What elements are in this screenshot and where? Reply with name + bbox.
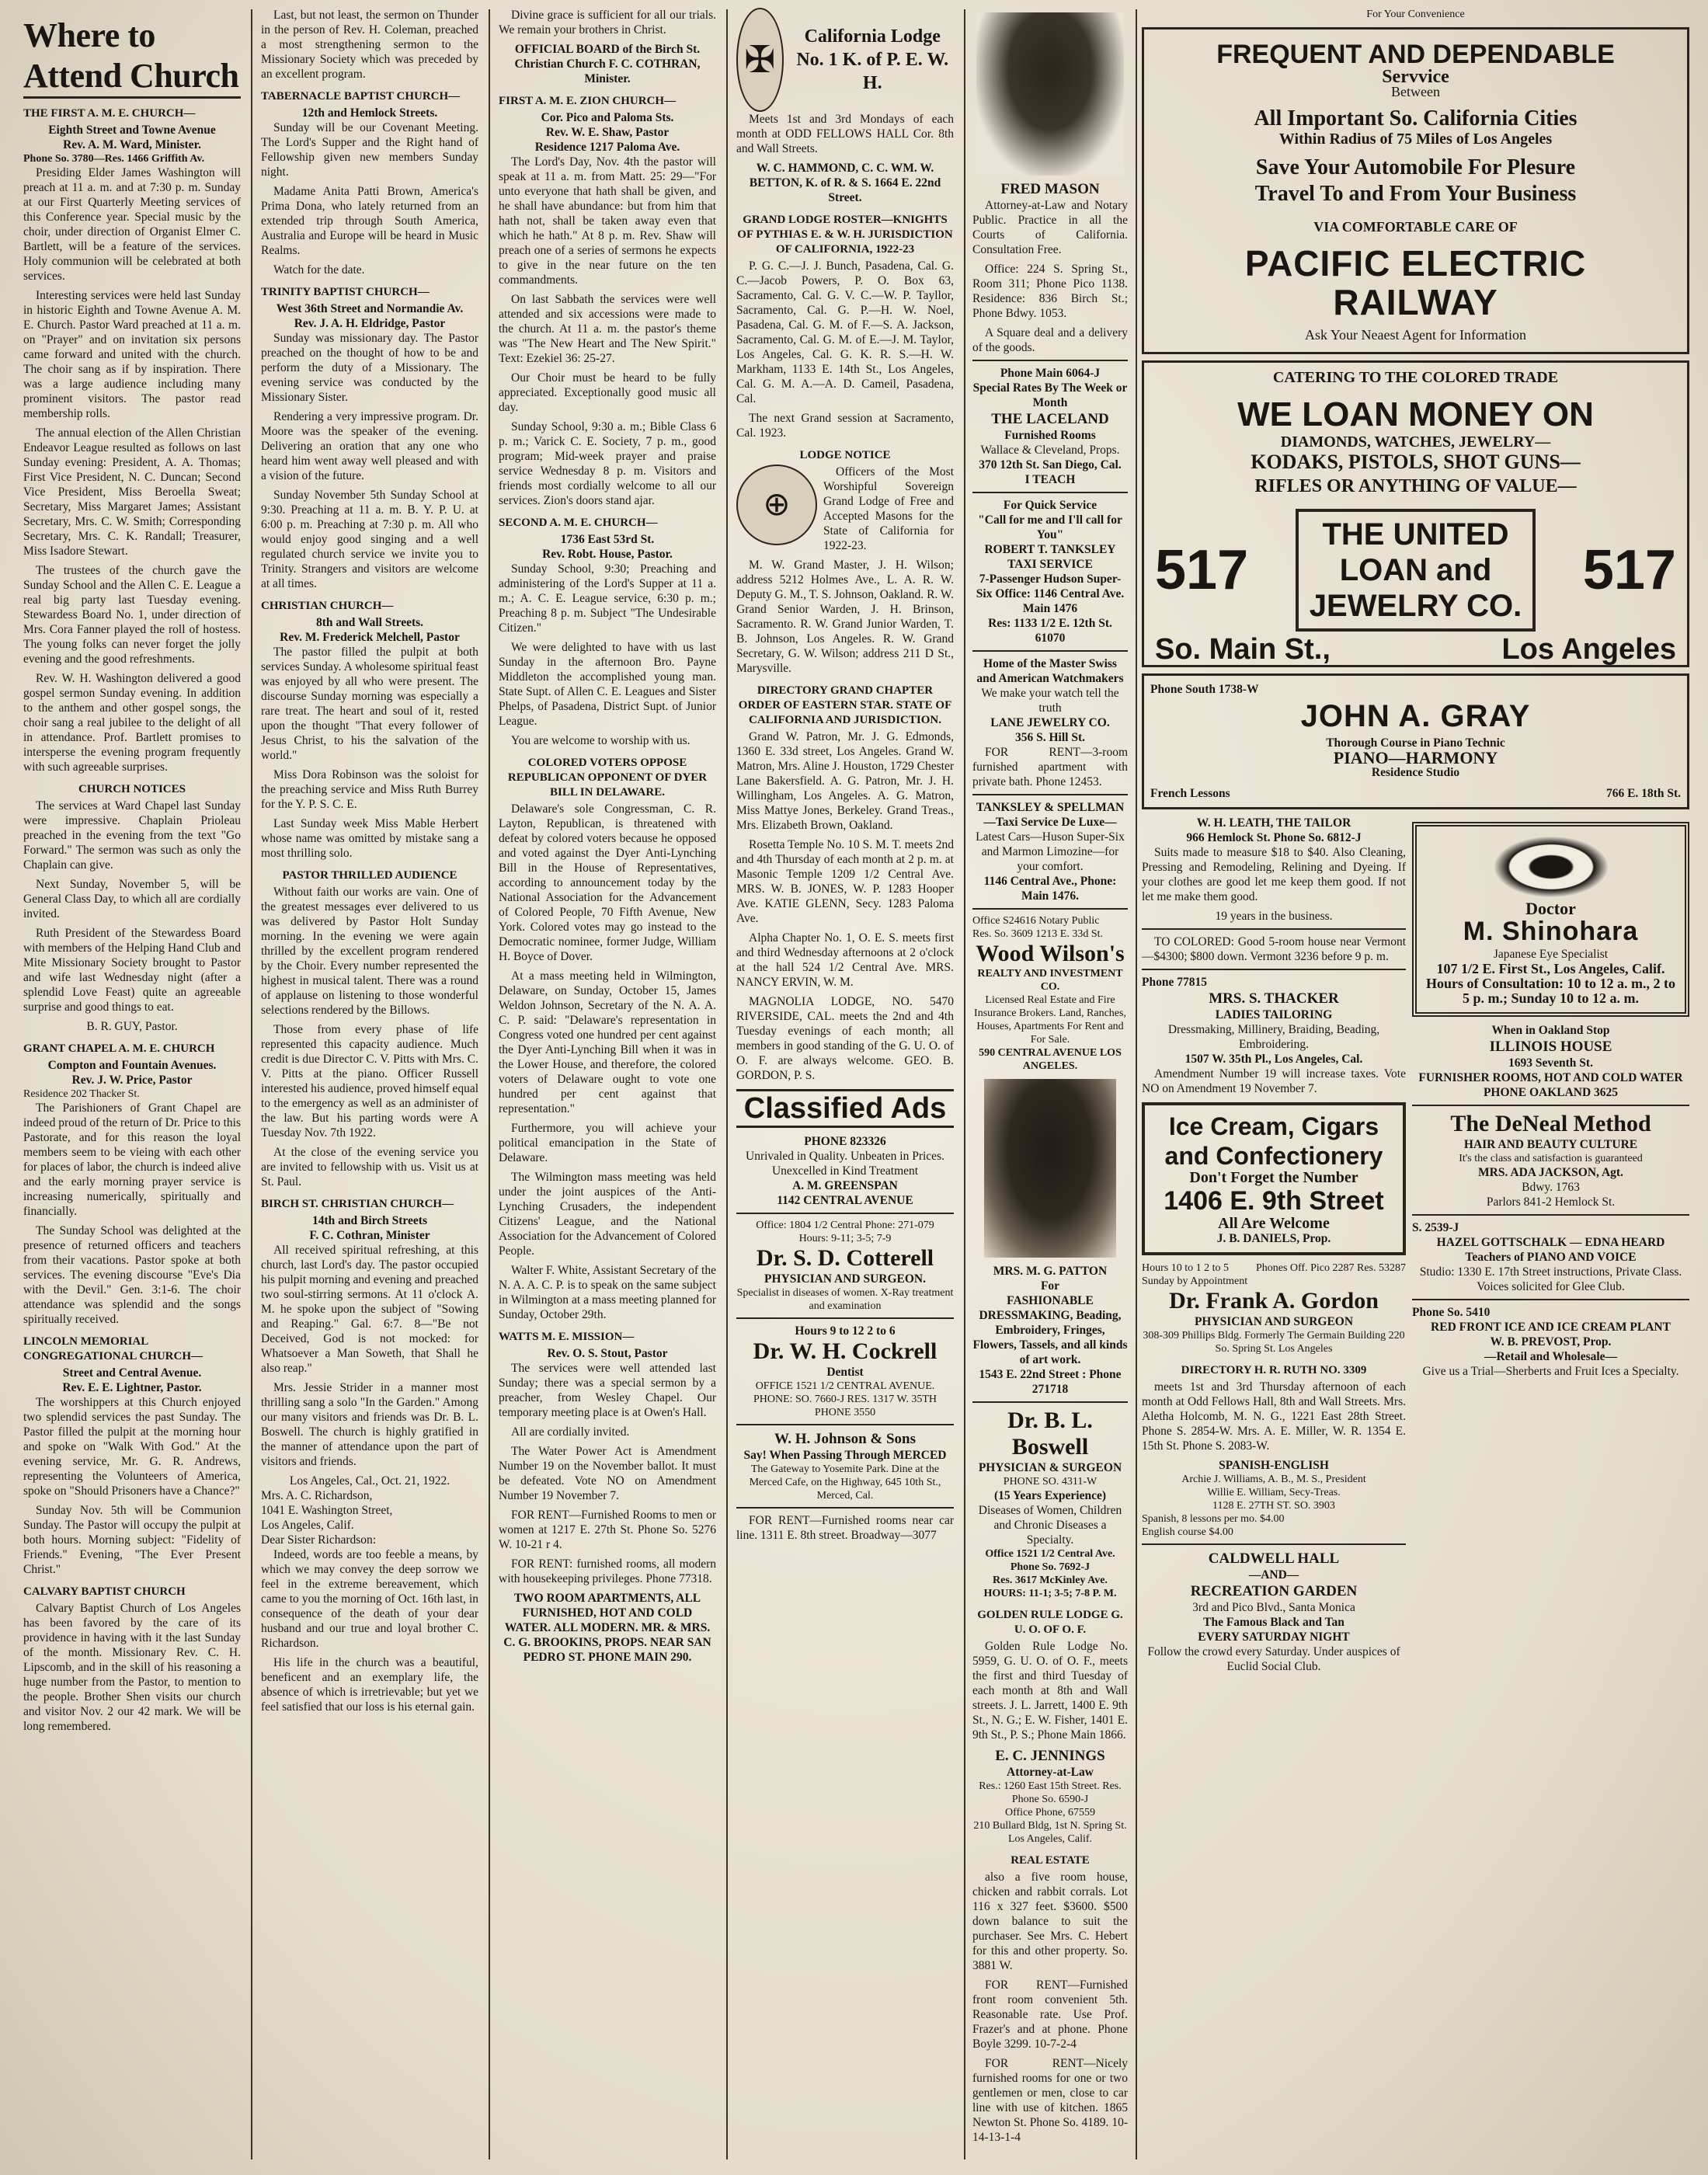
spanish-p3: 1128 E. 27TH ST. SO. 3903 (1212, 1500, 1335, 1512)
jennings-res: Res.: 1260 East 15th Street. Res. Phone So. 6590-J (979, 1780, 1122, 1805)
christian-p2: Miss Dora Robinson was the soloist for the preaching service and Miss Ruth Burrey for the Y. P. S. C. E. (261, 768, 478, 811)
caldwell-p2: The Famous Black and Tan (1203, 1616, 1344, 1629)
boswell-res: Res. 3617 McKinley Ave. (993, 1575, 1108, 1586)
gottschalk-p1: Teachers of PIANO AND VOICE (1465, 1251, 1637, 1264)
patton-portrait (984, 1079, 1116, 1258)
jennings-title: Attorney-at-Law (1007, 1766, 1094, 1779)
laceland-name: THE LACELAND (991, 411, 1109, 427)
col3-top-notice: Divine grace is sufficient for all our trials. We remain your brothers in Christ. (499, 9, 716, 37)
gordon-name: Dr. Frank A. Gordon (1169, 1288, 1379, 1314)
laceland-rates: Special Rates By The Week or Month (972, 381, 1128, 409)
laceland-address: 370 12th St. San Diego, Cal. (979, 458, 1122, 472)
two-room-ad: TWO ROOM APARTMENTS, ALL FURNISHED, HOT AND COLD WATER. ALL MODERN. MR. & MRS. C. G. BROOKINS, PROPS. NEAR SAN PEDRO ST. PHONE MAIN 290. (503, 1592, 711, 1664)
gray-address: 766 E. 18th St. (1605, 787, 1681, 800)
church-notices-p1: The services at Ward Chapel last Sunday were impressive. Chaplain Prioleau preached in the evening from the text "Go Forward." The sermon was such as only the Chaplain can give. (23, 799, 241, 872)
water-power-notice: The Water Power Act is Amendment Number 19 on the November ballot. It must be defeated. Vote NO on Amendment Number 19 November 7. (499, 1445, 716, 1502)
boswell-title: PHYSICIAN & SURGEON (978, 1461, 1122, 1474)
grand-lodge-p2: The next Grand session at Sacramento, Cal. 1923. (736, 412, 954, 440)
patton-p1: FASHIONABLE DRESSMAKING, Beading, Embroidery, Fringes, Flowers, Tassels, and all kinds of art work. (972, 1294, 1128, 1366)
boswell-phone: PHONE SO. 4311-W (1003, 1476, 1098, 1488)
cockrell-office: OFFICE 1521 1/2 CENTRAL AVENUE. PHONE: SO. 7660-J RES. 1317 W. 35TH PHONE 3550 (753, 1380, 937, 1418)
first-ame-heading: THE FIRST A. M. E. CHURCH— (23, 107, 196, 120)
taxi-p3: 7-Passenger Hudson Super-Six Office: 1146 Central Ave. Main 1476 (976, 572, 1125, 615)
lodge-title: California Lodge No. 1 K. of P. E. W. H. (796, 26, 949, 93)
church-notices-p3: Ruth President of the Stewardess Board with members of the Helping Hand Club and Mite Missionary Society brought to Pastor and wife last Wednesday night (after a splendid Love Feast) quite an agreeable surprise and good things to eat. (23, 927, 241, 1014)
first-ame-p2: Interesting services were held last Sunday in historic Eighth and Towne Avenue A. M. E. Church. Pastor Ward preached at 11 a. m. on "Prayer" and on invitation six persons came forward and united with the church. The choir sang as if by inspiration. There was a large audience including many prominent visitors. The pastor read membership rolls. (23, 289, 241, 420)
real-estate-heading: REAL ESTATE (1011, 1854, 1090, 1867)
directory-p1: Grand W. Patron, Mr. J. G. Edmonds, 1360 E. 33d street, Los Angeles. Grand W. Matron, Mrs. Aline J. Houston, 1729 Chester Lane Bakersfield. A. G. Patron, Mr. J. H. Willingham, Los Angeles. A. G. Matron, Miss Mattye Jones, Berkeley. Grand Treas., Mrs. Elizabeth Brown, Oakland. (736, 730, 954, 832)
pastor-thrilled-p3: At the close of the evening service you are invited to fellowship with us. Visit us at St. Paul. (261, 1146, 478, 1188)
oakland-p1: When in Oakland Stop (1491, 1024, 1610, 1037)
loan-number-left: 517 (1155, 538, 1249, 601)
oakland-phone: PHONE OAKLAND 3625 (1483, 1086, 1619, 1099)
trinity-p2: Rendering a very impressive program. Dr. Moore was the speaker of the evening. Delivering an oration that any one who heard him went away well pleased and with a vision of the future. (261, 410, 478, 482)
gordon-title: PHYSICIAN AND SURGEON (1194, 1315, 1354, 1328)
laceland-tag: I TEACH (1024, 473, 1076, 486)
tanksley-p1: —Taxi Service De Luxe— (983, 816, 1117, 829)
colored-voters-p5: Walter F. White, Assistant Secretary of the N. A. A. C. P. is to speak on the same subject in Wilmington at a mass meeting planned for Sunday, October 29th. (499, 1264, 716, 1321)
church-notices-heading: CHURCH NOTICES (78, 783, 186, 795)
trinity-p1: Sunday was missionary day. The Pastor preached on the thought of how to be and perform the duty of a Missionary. The evening service was conducted by the Missionary Sister. (261, 332, 478, 404)
redfront-p2: Give us a Trial—Sherberts and Fruit Ices a Specialty. (1422, 1365, 1679, 1378)
denal-p4: Bdwy. 1763 (1522, 1181, 1580, 1194)
loan-top: CATERING TO THE COLORED TRADE (1272, 369, 1559, 386)
col5-for-rent-2: FOR RENT—Nicely furnished rooms for one or two gentlemen or men, close to car line with use of kitchen. 1865 Newton St. Phone So. 4189. 10-14-13-1-4 (972, 2057, 1128, 2144)
johnson-name: W. H. Johnson & Sons (774, 1431, 916, 1447)
fred-mason-p1: Attorney-at-Law and Notary Public. Practice in all the Courts of California. Consultation Free. (972, 199, 1128, 256)
column-4 (729, 8, 962, 2159)
gordon-hours: Hours 10 to 1 2 to 5 (1142, 1262, 1229, 1274)
spanish-p1: Archie J. Williams, A. B., M. S., President (1181, 1474, 1366, 1485)
first-ame-p5: Rev. W. H. Washington delivered a good gospel sermon Sunday evening. In addition to the anthem and other gospel songs, the choir sang a real jubilee to the delight of all in attendance. Prof. Bartlett promises to intersperse the evening program frequently with such agreeable surprises. (23, 672, 241, 774)
jennings-address: 210 Bullard Bldg, 1st N. Spring St. Los Angeles, Calif. (973, 1820, 1127, 1845)
gordon-sunday: Sunday by Appointment (1142, 1275, 1248, 1287)
pe-h7: Travel To and From Your Business (1254, 182, 1577, 206)
col6-left-sub (1142, 816, 1406, 1674)
classified-phone: PHONE 823326 (804, 1135, 886, 1148)
cotterell-hours: Hours: 9-11; 3-5; 7-9 (798, 1233, 892, 1244)
christian-heading: CHRISTIAN CHURCH— (261, 600, 394, 612)
cockrell-title: Dentist (826, 1366, 864, 1379)
tabernacle-address: 12th and Hemlock Streets. (301, 106, 438, 120)
fred-mason-p3: A Square deal and a delivery of the goods. (972, 326, 1128, 354)
column-rule (726, 9, 728, 2159)
pe-h6: Save Your Automobile For Plesure (1255, 155, 1576, 179)
loan-name-box (1296, 509, 1536, 632)
christian-minister: Rev. M. Frederick Melchell, Pastor (280, 631, 460, 644)
icecream-ad (1142, 1102, 1406, 1255)
tabernacle-p2: Madame Anita Patti Brown, America's Prima Dona, who lately returned from an extended trip through South America, Australia and Europe will be heard in Music Realms. (261, 185, 478, 257)
column-rule (964, 9, 965, 2159)
denal-p2: It's the class and satisfaction is guaranteed (1459, 1153, 1643, 1164)
caldwell-p1: 3rd and Pico Blvd., Santa Monica (1192, 1601, 1355, 1614)
laceland-sub: Furnished Rooms (1004, 429, 1096, 442)
column-rule (489, 9, 490, 2159)
tanksley-p3: 1146 Central Ave., Phone: Main 1476. (983, 875, 1117, 903)
gray-p3: Residence Studio (1371, 766, 1460, 779)
redfront-name: RED FRONT ICE AND ICE CREAM PLANT (1431, 1321, 1671, 1334)
column-rule (251, 9, 252, 2159)
lodge-notice-p1: Officers of the Most Worshipful Sovereign Grand Lodge of Free and Accepted Masons for the State of California for 1922-23. (823, 465, 954, 552)
masonic-emblem-icon: ⊕ (736, 465, 817, 545)
redfront-p1: —Retail and Wholesale— (1484, 1350, 1618, 1363)
lincoln-p1: The worshippers at this Church enjoyed two splendid services the past Sunday. The Pastor filled the pulpit at the morning hour and spoke on "Walk With God." At the evening service, Mr. G. R. Andrews, representing the Volunteers of America, spoke on "Should Prisoners have a Chance?" (23, 1396, 241, 1498)
grant-chapel-heading: GRANT CHAPEL A. M. E. CHURCH (23, 1042, 215, 1055)
christian-p1: The pastor filled the pulpit at both services Sunday. A wholesome spiritual feast was enjoyed by all who were present. The discourse Sunday morning was especially a rare treat. The heart and soul of it, rested upon the thought "That every follower of Jesus Christ, to his the salvation of the world." (261, 646, 478, 762)
first-ame-p3: The annual election of the Allen Christian Endeavor League resulted as follows on last Sunday evening: President, A. A. Thomas; First Vice President, N. C. Duncan; Second Vice President, Miss Beroella Sweat; Secretary, Miss Margaret James; Assistant Secretary, Mrs. C. W. Smith; Corresponding Secretary, Mrs. C. K. Randall; Treasurer, Miss Isadore Stewart. (23, 426, 241, 558)
gordon-address: 308-309 Phillips Bldg. Formerly The Germain Building 220 So. Spring St. Los Angeles (1143, 1330, 1405, 1355)
icecream-h1: Ice Cream, Cigars (1168, 1112, 1379, 1140)
thacker-phone: Phone 77815 (1142, 976, 1207, 989)
christian-p3: Last Sunday week Miss Mable Herbert whose name was omitted by mistake sang a most thrilling solo. (261, 817, 478, 860)
first-ame-phone: Phone So. 3780—Res. 1466 Griffith Av. (23, 153, 205, 165)
watts-p2: All are cordially invited. (511, 1425, 630, 1439)
redfront-phone: Phone So. 5410 (1412, 1306, 1491, 1319)
trinity-address: West 36th Street and Normandie Av. (276, 302, 464, 315)
patton-for: For (1040, 1279, 1060, 1293)
church-notices-signed: B. R. GUY, Pastor. (86, 1020, 178, 1033)
tanksley-name: TANKSLEY & SPELLMAN (976, 801, 1125, 814)
caldwell-h3: RECREATION GARDEN (1190, 1583, 1358, 1599)
loan-box-2: LOAN and (1339, 553, 1492, 587)
second-ame-minister: Rev. Robt. House, Pastor. (542, 548, 673, 561)
caldwell-h2: —AND— (1248, 1568, 1299, 1582)
birch-minister: F. C. Cothran, Minister (309, 1229, 430, 1242)
watts-p1: The services were well attended last Sunday; there was a special sermon by a preacher, from Wesley Chapel. Our temporary meeting place is at Owen's Hall. (499, 1362, 716, 1419)
lincoln-p2: Sunday Nov. 5th will be Communion Sunday. The Pastor will occupy the pulpit at both hours. Morning subject: "Fidelity of Friends." Evening, "The Ever Present Christ." (23, 1504, 241, 1576)
johnson-p1: Say! When Passing Through MERCED (743, 1449, 947, 1462)
grand-lodge-p1: P. G. C.—J. J. Bunch, Pasadena, Cal. G. C.—Jacob Powers, P. O. Box 63, Sacramento, Cal. G. V. C.—W. P. Tayllor, Sacramento, Cal. G. P.—H. W. Noel, Pasadena, Cal. G. M. of F.—S. A. Jackson, Sacramento, Cal. G. M. of E.—J. M. Taylor, Los Angeles, Cal. G. K. R. S.—H. W. Markham, 1133 E. 14th St., Los Angeles, Cal. G. M. A.—A. D. Cameil, Pasadena, Cal. (736, 259, 954, 405)
lodge-officers: W. C. HAMMOND, C. C. WM. W. BETTON, K. of R. & S. 1664 E. 22nd Street. (749, 162, 941, 204)
thacker-name: MRS. S. THACKER (1209, 990, 1339, 1007)
taxi-name: ROBERT T. TANKSLEY TAXI SERVICE (984, 543, 1116, 571)
gottschalk-phone: S. 2539-J (1412, 1221, 1459, 1234)
trinity-heading: TRINITY BAPTIST CHURCH— (261, 286, 430, 298)
colored-voters-p2: At a mass meeting held in Wilmington, Delaware, on Sunday, October 15, James Weldon Johnson, Secretary of the N. A. A. C. P. said: "Delaware's representation in Congress voted one hundred per cent against the Dyer Anti-Lynching Bill when it was in the Lower House, and therefore, the colored voters of Delaware ought to vote one hundred per cent against that representation." (499, 969, 716, 1115)
birch-address: 14th and Birch Streets (312, 1214, 427, 1227)
col6-right-sub (1412, 816, 1689, 1674)
tabernacle-heading: TABERNACLE BAPTIST CHURCH— (261, 90, 461, 103)
pe-name-1: PACIFIC ELECTRIC (1244, 243, 1587, 284)
calvary-heading: CALVARY BAPTIST CHURCH (23, 1585, 186, 1598)
amendment-notice: Amendment Number 19 will increase taxes. Vote NO on Amendment 19 November 7. (1142, 1067, 1406, 1095)
lane-address: 356 S. Hill St. (1014, 731, 1085, 744)
classified-name: A. M. GREENSPAN (792, 1179, 898, 1192)
caldwell-h1: CALDWELL HALL (1208, 1550, 1340, 1567)
taxi-p2: "Call for me and I'll call for You" (978, 513, 1122, 541)
birch-p1: All received spiritual refreshing, at this church, last Lord's day. The pastor occupied his pulpit morning and evening and preached two soul-stirring sermons. At 11 o'clock A. M. he spoke upon the subject of "Sowing and Reaping." Gal. 6:7. 8—"Be not Deceived, God is not mocked: for Whatsoever a Man Soweth, that Shall he also reap." (261, 1244, 478, 1375)
wood-office: Office S24616 Notary Public (972, 915, 1100, 927)
laceland-phone: Phone Main 6064-J (1000, 367, 1101, 380)
colored-voters-p1: Delaware's sole Congressman, C. R. Layton, Republican, is threatened with defeat by colored voters because he opposed and voted against the Dyer Anti-Lynching Bill in the House of Representatives, according to announcement today by the National Association for the Advancement of Colored People, 70 Fifth Avenue, New York. Colored votes may go instead to the Democratic nominee, former Judge, William H. Boyce of Dover. (499, 802, 716, 963)
colored-voters-p3: Furthermore, you will achieve your political emancipation in the State of Delaware. (499, 1122, 716, 1164)
loan-box-1: THE UNITED (1322, 517, 1509, 552)
wood-sub: REALTY AND INVESTMENT CO. (977, 968, 1123, 993)
letter-to-3: Los Angeles, Calif. (261, 1519, 354, 1532)
second-ame-address: 1736 East 53rd St. (560, 533, 655, 546)
golden-rule-p1: Golden Rule Lodge No. 5959, G. U. O. of O. F., meets the first and third Tuesday of each month at 8th and Wall streets. J. L. Jarrett, 1400 E. 9th St., N. G.; E. W. Fisher, 1401 E. 9th St., P. S.; Phone Main 1866. (972, 1640, 1128, 1742)
loan-h3: KODAKS, PISTOLS, SHOT GUNS— (1251, 451, 1581, 473)
trinity-p3: Sunday November 5th Sunday School at 9:30. Preaching at 11 a. m. B. Y. P. U. at 6:00 p. m. Preaching at 7:30 p. m. All who would enjoy good singing and a well regulated church service we invite you to Trinity. Strangers and visitors are welcome at all times. (261, 489, 478, 590)
fred-mason-name: FRED MASON (1000, 181, 1100, 197)
zion-p2: On last Sabbath the services were well attended and six accessions were made to the church. At 11 a. m. the pastor's theme was "The New Heart and The New Spirit." Text: Ezekiel 36: 25-27. (499, 293, 716, 365)
grant-chapel-p2: The Sunday School was delighted at the presence of returned officers and teachers from their vacations. Pastor spoke at both services. The evening discourse "Eve's Dia with the Devil." Gen. 3:1-6. The choir attendance was splendid and the songs spiritually received. (23, 1224, 241, 1326)
second-ame-heading: SECOND A. M. E. CHURCH— (499, 517, 658, 529)
lincoln-address: Street and Central Avenue. (62, 1366, 202, 1380)
calvary-p1: Calvary Baptist Church of Los Angeles has been favored by the care of its providence in having with it the last Sunday of the month. Missionary Rev. C. H. Lipscomb, and in the skill of his reasoning a huge number from the Pastor, to mention to the people. Brother Shen visits our church and visitor Nov. 2 our 42 mark. We will be long remembered. (23, 1602, 241, 1733)
united-loan-ad (1142, 360, 1689, 667)
lincoln-heading: LINCOLN MEMORIAL CONGREGATIONAL CHURCH— (23, 1335, 203, 1362)
grant-chapel-p1: The Parishioners of Grant Chapel are indeed proud of the return of Dr. Price to this Pastorate, and for this reason the loyal members seem to be vieing with each other for places of labor, the church is indeed alive and the early morning prayer service is increasing numerically, spiritually and financially. (23, 1101, 241, 1218)
icecream-h2: and Confectionery (1164, 1142, 1383, 1170)
john-gray-ad (1142, 673, 1689, 809)
golden-rule-heading: GOLDEN RULE LODGE G. U. O. OF O. F. (977, 1609, 1123, 1636)
pastor-thrilled-p1: Without faith our works are vain. One of the greatest messages ever delivered to us was delivered by Pastor Holt Sunday morning. In the evening we were again thrilled by the excellent program rendered by the Choir. Every number represented the highest in musical talent. There was a round of applause on listening to those wonderful selections rendered by the Billows. (261, 886, 478, 1017)
cotterell-office: Office: 1804 1/2 Central Phone: 271-079 (756, 1220, 934, 1231)
fred-mason-p2: Office: 224 S. Spring St., Room 311; Phone Pico 1138. Residence: 836 Birch St.; Phone Bdwy. 1053. (972, 263, 1128, 320)
leath-years: 19 years in the business. (1215, 910, 1333, 923)
shinohara-hours: Hours of Consultation: 10 to 12 a. m., 2 to 5 p. m.; Sunday 10 to 12 a. m. (1425, 976, 1675, 1006)
oakland-name: ILLINOIS HOUSE (1489, 1039, 1612, 1055)
wood-p1: Licensed Real Estate and Fire Insurance Brokers. Land, Ranches, Houses, Apartments For Rent and For Sale. (974, 994, 1126, 1046)
thacker-title: LADIES TAILORING (1215, 1008, 1333, 1021)
spanish-heading: SPANISH-ENGLISH (1219, 1459, 1329, 1472)
loan-city: Los Angeles (1501, 633, 1676, 666)
boswell-exp: (15 Years Experience) (993, 1489, 1107, 1502)
christian-address: 8th and Wall Streets. (315, 616, 424, 629)
directory-heading: DIRECTORY GRAND CHAPTER ORDER OF EASTERN STAR. STATE OF CALIFORNIA AND JURISDICTION. (738, 684, 952, 726)
birch-p2: Mrs. Jessie Strider in a manner most thrilling sang a solo "In the Garden." Among our many visitors and friends was Dr. B. L. Boswell. The church is highly gratified in the manner of attendance upon the part of visitors and friends. (261, 1381, 478, 1468)
zion-p4: Sunday School, 9:30 a. m.; Bible Class 6 p. m.; Varick C. E. Society, 7 p. m., good program; Mid-week prayer and praise service Wednesday 8 p. m. Visitors and friends most cordially welcome to all our services. Zion's doors stand ajar. (499, 420, 716, 507)
oakland-address: 1693 Seventh St. (1508, 1056, 1593, 1070)
patton-name: MRS. M. G. PATTON (993, 1265, 1108, 1278)
lincoln-minister: Rev. E. E. Lightner, Pastor. (62, 1381, 202, 1394)
grant-chapel-address: Compton and Fountain Avenues. (47, 1059, 217, 1072)
masthead-title: Where to Attend Church (23, 16, 241, 99)
pe-h4: All Important So. California Cities (1254, 106, 1578, 130)
column-3 (491, 8, 724, 2159)
grant-chapel-residence: Residence 202 Thacker St. (23, 1088, 140, 1100)
first-ame-p4: The trustees of the church gave the Sunday School and the Allen C. E. League a real big party last Tuesday evening. Stewardess Board No. 1, under direction of Mrs. Cora Fanner played the roll of hostess. The young folks can never forget the jolly evening and the good refreshments. (23, 564, 241, 666)
zion-residence: Residence 1217 Paloma Ave. (534, 141, 680, 154)
oakland-p2: FURNISHER ROOMS, HOT AND COLD WATER (1418, 1071, 1683, 1084)
gray-name: JOHN A. GRAY (1300, 699, 1531, 733)
second-ame-p1: Sunday School, 9:30; Preaching and administering of the Lord's Supper at 11 a. m.; A. C. E. League service, 6:30 p. m.; Preaching 8 p. m. Subject "The Undesirable Citizen." (499, 562, 716, 635)
zion-address: Cor. Pico and Paloma Sts. (541, 111, 674, 124)
thacker-p1: Dressmaking, Millinery, Braiding, Beading, Embroidering. (1167, 1023, 1380, 1051)
colored-voters-heading: COLORED VOTERS OPPOSE REPUBLICAN OPPONENT OF DYER BILL IN DELAWARE. (507, 757, 708, 799)
leath-name: W. H. LEATH, THE TAILOR (1196, 816, 1351, 830)
zion-minister: Rev. W. E. Shaw, Pastor (545, 126, 670, 139)
pe-name-2: RAILWAY (1333, 282, 1498, 322)
laceland-props: Wallace & Cleveland, Props. (980, 444, 1120, 457)
gray-p2: PIANO—HARMONY (1333, 748, 1498, 767)
johnson-p2: The Gateway to Yosemite Park. Dine at the Merced Cafe, on the Highway, 645 10th St., Merced, Cal. (749, 1463, 941, 1502)
for-rent-2: FOR RENT: furnished rooms, all modern with housekeeping privileges. Phone 77318. (499, 1557, 716, 1585)
column-5 (966, 8, 1134, 2159)
icecream-h3: Don't Forget the Number (1189, 1169, 1358, 1186)
grant-chapel-minister: Rev. J. W. Price, Pastor (71, 1074, 193, 1087)
cotterell-name: Dr. S. D. Cotterell (756, 1245, 934, 1271)
loan-h4: RIFLES OR ANYTHING OF VALUE— (1254, 476, 1577, 496)
watts-minister: Rev. O. S. Stout, Pastor (547, 1347, 668, 1360)
gottschalk-p2: Studio: 1330 E. 17th Street instructions, Private Class. Voices solicited for Glee Club. (1419, 1265, 1682, 1293)
gray-french: French Lessons (1150, 787, 1230, 800)
lodge-meets: Meets 1st and 3rd Mondays of each month at ODD FELLOWS HALL Cor. 8th and Wall Streets. (736, 113, 954, 155)
denal-p5: Parlors 841-2 Hemlock St. (1486, 1195, 1616, 1209)
directory-p4: MAGNOLIA LODGE, NO. 5470 RIVERSIDE, CAL. meets the 2nd and 4th Tuesday evenings of each month; all members in good standing of the G. U. O. of O. F. are always welcome. GEO. B. GORDON, P. S. (736, 995, 954, 1082)
tabernacle-p1: Sunday will be our Covenant Meeting. The Lord's Supper and the Right hand of Fellowship given new members Sunday night. (261, 121, 478, 179)
letter-p2: His life in the church was a beautiful, beneficent and an exemplary life, the absence of which is irretrievable; but yet we feel satisfied that our loss is his eternal gain. (261, 1656, 478, 1714)
first-ame-minister: Rev. A. M. Ward, Minister. (63, 138, 201, 151)
cockrell-name: Dr. W. H. Cockrell (753, 1338, 937, 1364)
top-strip: For Your Convenience (1366, 9, 1465, 20)
cotterell-spec: Specialist in diseases of women. X-Ray treatment and examination (736, 1287, 954, 1312)
pastor-thrilled-heading: PASTOR THRILLED AUDIENCE (282, 869, 457, 882)
colored-voters-p4: The Wilmington mass meeting was held under the joint auspices of the Anti-Lynching Crusaders, the independent Citizens' League, and the National Association for the Advancement of Colored People. (499, 1171, 716, 1258)
lodge-emblem-icon: ✠ (736, 8, 784, 112)
cotterell-title: PHYSICIAN AND SURGEON. (764, 1272, 926, 1286)
birch-heading: BIRCH ST. CHRISTIAN CHURCH— (261, 1198, 454, 1210)
colored-note: TO COLORED: Good 5-room house near Vermont—$4300; $800 down. Vermont 3236 before 9 p. m. (1142, 935, 1406, 963)
gottschalk-names: HAZEL GOTTSCHALK — EDNA HEARD (1436, 1236, 1665, 1249)
spanish-p2: Willie E. William, Secy-Treas. (1207, 1487, 1341, 1498)
watts-heading: WATTS M. E. MISSION— (499, 1331, 635, 1343)
spanish-p4: Spanish, 8 lessons per mo. $4.00 (1142, 1513, 1285, 1525)
loan-h1: WE LOAN MONEY ON (1237, 395, 1594, 433)
pastor-thrilled-p2: Those from every phase of life represented this capacity audience. Much credit is due Director C. V. Pitts with Mrs. C. V. Pitts at the piano. Officer Russell interested his audience, proved himself equal to the emergency as well as an administer of the law. But his parting words were A Tuesday Nov. 7th 1922. (261, 1023, 478, 1140)
lodge-notice-heading: LODGE NOTICE (799, 449, 891, 461)
letter-dateline: Los Angeles, Cal., Oct. 21, 1922. (289, 1474, 450, 1488)
shinohara-ad (1412, 822, 1689, 1017)
lane-p1: Home of the Master Swiss and American Watchmakers (976, 657, 1124, 685)
col5-for-rent-1: FOR RENT—Furnished front room convenient 5th. Reasonable rate. Use Prof. Frazer's and at phone. Phone Boyle 3299. 10-7-2-4 (972, 1978, 1128, 2051)
boswell-office: Office 1521 1/2 Central Ave. Phone So. 7692-J (985, 1548, 1115, 1573)
shinohara-name: M. Shinohara (1463, 917, 1639, 946)
gray-p1: Thorough Course in Piano Technic (1326, 736, 1505, 750)
boswell-hours: HOURS: 11-1; 3-5; 7-8 P. M. (983, 1588, 1117, 1599)
col2-intro: Last, but not least, the sermon on Thunder in the person of Rev. H. Coleman, preached a most strengthening sermon to the Missionary Society which was preceded by an excellent program. (261, 9, 478, 81)
real-estate-p1: also a five room house, chicken and rabbit corrals. Lot 116 x 327 feet. $3600. $500 down balance to suit the purchaser. See Mrs. C. Hebert for this and other property. So. 3881 W. (972, 1870, 1128, 1972)
pe-h9: Ask Your Neaest Agent for Information (1305, 327, 1526, 343)
gordon-phones: Phones Off. Pico 2287 Res. 53287 (1255, 1262, 1406, 1274)
pacific-electric-ad (1142, 27, 1689, 354)
taxi-p1: For Quick Service (1003, 499, 1098, 512)
directory-p2: Rosetta Temple No. 10 S. M. T. meets 2nd and 4th Thursday of each month at 2 p. m. at Masonic Temple 1209 1/2 Central Ave. MRS. W. B. JONES, W. P. 1283 Hooper Ave. KATIE GLENN, Secy. 1283 Paloma Ave. (736, 838, 954, 925)
icecream-number: 1406 E. 9th Street (1164, 1186, 1384, 1216)
thacker-address: 1507 W. 35th Pl., Los Angeles, Cal. (1184, 1053, 1363, 1066)
shinohara-title: Doctor (1525, 899, 1576, 918)
classified-ads-title: Classified Ads (736, 1089, 954, 1128)
jennings-office: Office Phone, 67559 (1005, 1807, 1095, 1818)
for-rent-1: FOR RENT—Furnished Rooms to men or women at 1217 E. 27th St. Phone So. 5276 W. 10-21 r 4. (499, 1509, 716, 1551)
taxi-p4: Res: 1133 1/2 E. 12th St. 61070 (988, 617, 1112, 645)
patton-address: 1543 E. 22nd Street : Phone 271718 (979, 1368, 1122, 1396)
boswell-name: Dr. B. L. Boswell (1007, 1408, 1093, 1460)
lane-name: LANE JEWELRY CO. (990, 716, 1110, 729)
letter-to-1: Mrs. A. C. Richardson, (261, 1489, 373, 1502)
loan-street: So. Main St., (1155, 633, 1331, 666)
column-6 (1139, 8, 1692, 2159)
zion-p1: The Lord's Day, Nov. 4th the pastor will speak at 11 a. m. from Matt. 25: 29—"For unto everyone that hath shall be given, and he shall have abundance: but from him that hath not, shall be taken away even that which he hath." At 8 p. m. Rev. Shaw will preach one of a series of sermons he expects to give in the near future on the ten commandments. (499, 155, 716, 287)
col3-top-board: OFFICIAL BOARD of the Birch St. Christian Church F. C. COTHRAN, Minister. (514, 43, 701, 85)
gray-phone: Phone South 1738-W (1150, 683, 1259, 696)
wood-address: 590 CENTRAL AVENUE LOS ANGELES. (979, 1047, 1122, 1072)
wood-res: Res. So. 3609 1213 E. 33d St. (972, 928, 1104, 940)
icecream-h4: All Are Welcome (1218, 1215, 1330, 1232)
tanksley-p2: Latest Cars—Huson Super-Six and Marmon Limozine—for your comfort. (976, 830, 1125, 873)
lane-p2: We make your watch tell the truth (981, 687, 1119, 715)
church-notices-p2: Next Sunday, November 5, will be General Class Day, to which all are cordially invited. (23, 878, 241, 920)
grand-lodge-heading: GRAND LODGE ROSTER—KNIGHTS OF PYTHIAS E. & W. H. JURISDICTION OF CALIFORNIA, 1922-23 (737, 214, 953, 256)
pe-h2: Servvice (1382, 67, 1449, 87)
zion-p3: Our Choir must be heard to be fully appreciated. Exceptionally good music all day. (499, 371, 716, 414)
leath-p1: Suits made to measure $18 to $40. Also Cleaning, Pressing and Remodeling, Relining and Dyeing. If your clothes are good let me keep them good. If not let me make them good. (1142, 846, 1406, 903)
leath-address: 966 Hemlock St. Phone So. 6812-J (1186, 831, 1362, 844)
cockrell-hours: Hours 9 to 12 2 to 6 (795, 1324, 896, 1338)
column-rule (1136, 9, 1137, 2159)
classified-address: 1142 CENTRAL AVENUE (777, 1194, 913, 1207)
letter-to-2: 1041 E. Washington Street, (261, 1504, 393, 1517)
lodge-notice-p2: M. W. Grand Master, J. H. Wilson; address 5212 Holmes Ave., L. A. R. W. Deputy G. M., T. S. Johnson, Oakland. R. W. Grand Senior Warden, J. H. Brinson, Sacramento. R. W. Grand Junior Warden, T. B. Johnson, Los Angeles. R. W. Grand Secretary, G. W. Wilson; address 211 D St., Marysville. (736, 559, 954, 675)
ruth-p1: meets 1st and 3rd Thursday afternoon of each month at Odd Fellows Hall, 8th and Wall Streets. Mrs. Aletha Holcomb, M. N. G., 1221 East 28th Street. Phone S. 2854-W. Mrs. A. E. Miller, W. R. 1354 E. 15th St. Phone S. 2083-W. (1142, 1380, 1406, 1453)
column-1 (16, 8, 249, 2159)
column-2 (253, 8, 486, 2159)
pe-h3: Between (1391, 84, 1440, 99)
caldwell-p3: EVERY SATURDAY NIGHT (1198, 1630, 1350, 1644)
col4-for-rent: FOR RENT—Furnished rooms near car line. 1311 E. 8th street. Broadway—3077 (736, 1514, 954, 1542)
letter-p1: Indeed, words are too feeble a means, by which we may convey the deep sorrow we feel in the extreme bereavement, which came to you the morning of Oct. 16th last, in consequence of the death of your dear husband and our true and loyal brother C. Richardson. (261, 1548, 478, 1650)
boswell-p1: Diseases of Women, Children and Chronic Diseases a Specialty. (978, 1504, 1122, 1547)
classified-text: Unrivaled in Quality. Unbeaten in Prices. Unexcelled in Kind Treatment (746, 1150, 944, 1178)
denal-name: The DeNeal Method (1450, 1111, 1651, 1136)
trinity-minister: Rev. J. A. H. Eldridge, Pastor (294, 317, 446, 330)
loan-box-3: JEWELRY CO. (1309, 589, 1522, 623)
denal-p1: HAIR AND BEAUTY CULTURE (1463, 1138, 1638, 1151)
loan-number-right: 517 (1582, 538, 1676, 601)
eye-icon (1493, 836, 1609, 898)
caldwell-p4: Follow the crowd every Saturday. Under auspices of Euclid Social Club. (1147, 1645, 1400, 1673)
ruth-heading: DIRECTORY H. R. RUTH NO. 3309 (1181, 1364, 1367, 1376)
jennings-name: E. C. JENNINGS (995, 1748, 1105, 1764)
wood-name: Wood Wilson's (976, 941, 1125, 966)
pe-h8: VIA COMFORTABLE CARE OF (1313, 219, 1518, 235)
first-ame-p1: Presiding Elder James Washington will preach at 11 a. m. and at 7:30 p. m. Sunday at our First Quarterly Meeting services of this Conference year. Special music by the choir, under direction of Organist Elmer C. Bartlett, will be a feature of the services. Holy communion will be celebrated at both services. (23, 166, 241, 283)
loan-h2: DIAMONDS, WATCHES, JEWELRY— (1280, 433, 1551, 451)
rent-apt: FOR RENT—3-room furnished apartment with private bath. Phone 12453. (972, 746, 1128, 788)
fred-mason-portrait (976, 12, 1124, 176)
shinohara-address: 107 1/2 E. First St., Los Angeles, Calif. (1436, 961, 1665, 976)
first-ame-address: Eighth Street and Towne Avenue (48, 124, 216, 137)
letter-salutation: Dear Sister Richardson: (261, 1533, 377, 1547)
second-ame-p3: You are welcome to worship with us. (511, 734, 691, 747)
tabernacle-p3: Watch for the date. (273, 263, 365, 277)
pe-h5: Within Radius of 75 Miles of Los Angeles (1278, 130, 1553, 148)
pe-h1: FREQUENT AND DEPENDABLE (1216, 40, 1615, 69)
directory-p3: Alpha Chapter No. 1, O. E. S. meets first and third Wednesday afternoons at 2 o'clock at the hall 524 1/2 Central Ave. MRS. NANCY ERVIN, W. M. (736, 931, 954, 989)
denal-p3: MRS. ADA JACKSON, Agt. (1478, 1166, 1623, 1179)
icecream-prop: J. B. DANIELS, Prop. (1216, 1232, 1331, 1245)
zion-heading: FIRST A. M. E. ZION CHURCH— (499, 95, 677, 107)
redfront-prop: W. B. PREVOST, Prop. (1490, 1335, 1612, 1348)
spanish-p5: English course $4.00 (1142, 1526, 1233, 1538)
second-ame-p2: We were delighted to have with us last Sunday in the afternoon Bro. Payne Middleton the accomplished young man. State Supt. of Allen C. E. Leagues and Sister Phelps, of Pasadena, District Supt. of Junior League. (499, 641, 716, 728)
shinohara-spec: Japanese Eye Specialist (1493, 948, 1609, 961)
